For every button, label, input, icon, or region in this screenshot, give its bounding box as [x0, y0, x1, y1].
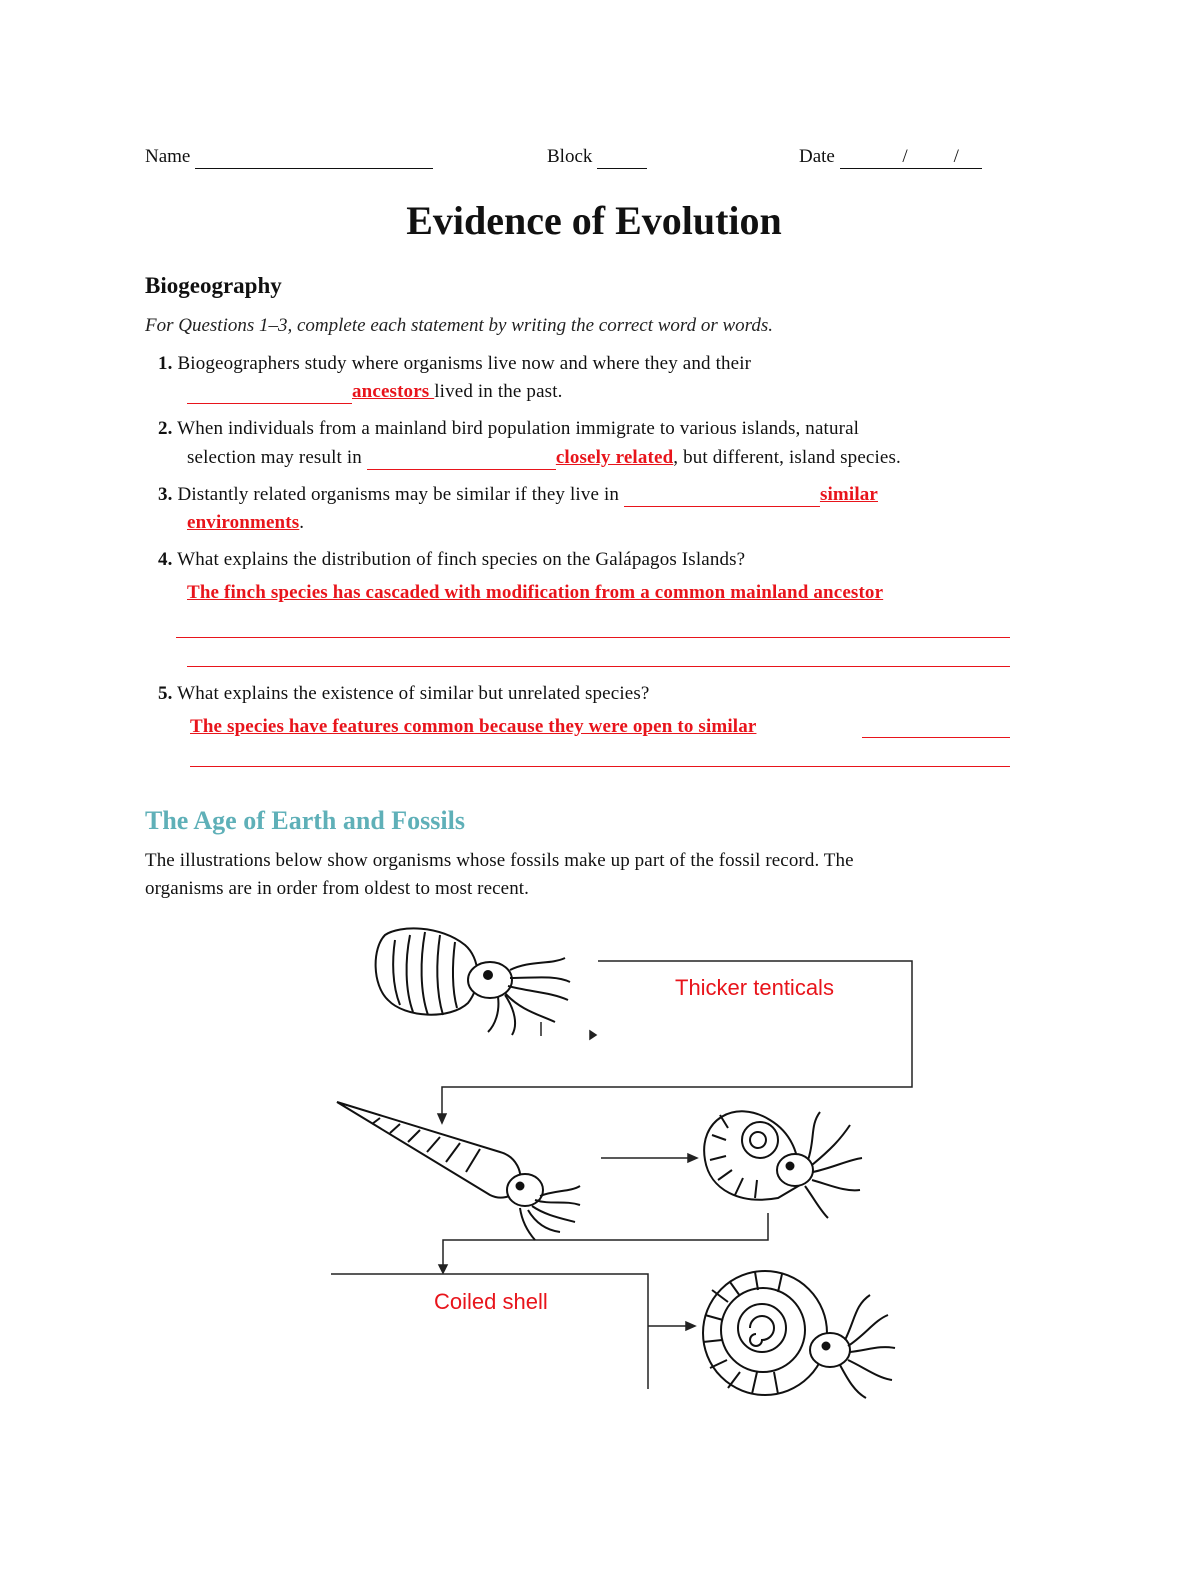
section-heading-biogeography: Biogeography: [145, 273, 282, 298]
straight-shell-cephalopod-icon: [337, 1102, 580, 1240]
question-text: Biogeographers study where organisms live now and where they and their: [177, 353, 752, 374]
answer-text: environments: [187, 512, 300, 533]
arrow-head: [438, 1114, 446, 1123]
question-number: 3.: [158, 484, 173, 505]
question-number: 4.: [158, 549, 173, 570]
question-number: 5.: [158, 683, 173, 704]
page-title: Evidence of Evolution: [406, 198, 782, 243]
fossils-paragraph-line-2: organisms are in order from oldest to most recent.: [145, 878, 530, 899]
question-text: What explains the distribution of finch species on the Galápagos Islands?: [177, 549, 746, 570]
nautilus-icon: [704, 1111, 862, 1218]
answer-text: similar: [819, 484, 878, 505]
fossils-paragraph-line-1: The illustrations below show organisms whose fossils make up part of the fossil record. The: [145, 850, 854, 871]
trait-label-coiled-shell: Coiled shell: [434, 1289, 548, 1314]
date-label: Date: [799, 146, 835, 167]
answer-text: ancestors: [352, 381, 435, 402]
arrow-head: [686, 1322, 695, 1330]
ammonite-icon: [703, 1271, 895, 1398]
arrow-head: [439, 1265, 447, 1273]
arrow-head: [688, 1154, 697, 1162]
question-text: lived in the past.: [434, 381, 563, 402]
name-label: Name: [145, 146, 191, 167]
trait-label-thicker-tenticals: Thicker tenticals: [675, 975, 834, 1000]
question-5-answer[interactable]: The species have features common because they were open to similar: [190, 716, 757, 737]
squid-like-ancestor-icon: [376, 928, 570, 1035]
question-text: selection may result in: [187, 447, 362, 468]
connector-line: [443, 1213, 768, 1270]
question-number: 2.: [158, 418, 173, 439]
instructions: For Questions 1–3, complete each statement by writing the correct word or words.: [145, 315, 773, 336]
question-text: What explains the existence of similar but unrelated species?: [177, 683, 650, 704]
answer-text: closely related: [555, 447, 674, 468]
question-3-answer-line[interactable]: environments.: [187, 512, 305, 533]
question-text: Distantly related organisms may be similar if they live in: [177, 484, 620, 505]
section-heading-fossils: The Age of Earth and Fossils: [145, 806, 465, 835]
question-4-answer[interactable]: The finch species has cascaded with modification from a common mainland ancestor: [187, 582, 884, 603]
question-text: When individuals from a mainland bird population immigrate to various islands, natural: [177, 418, 860, 439]
date-blank[interactable]: / /: [840, 146, 982, 169]
question-number: 1.: [158, 353, 173, 374]
block-label: Block: [547, 146, 593, 167]
question-text: , but different, island species.: [673, 447, 901, 468]
arrow-head: [590, 1031, 596, 1039]
